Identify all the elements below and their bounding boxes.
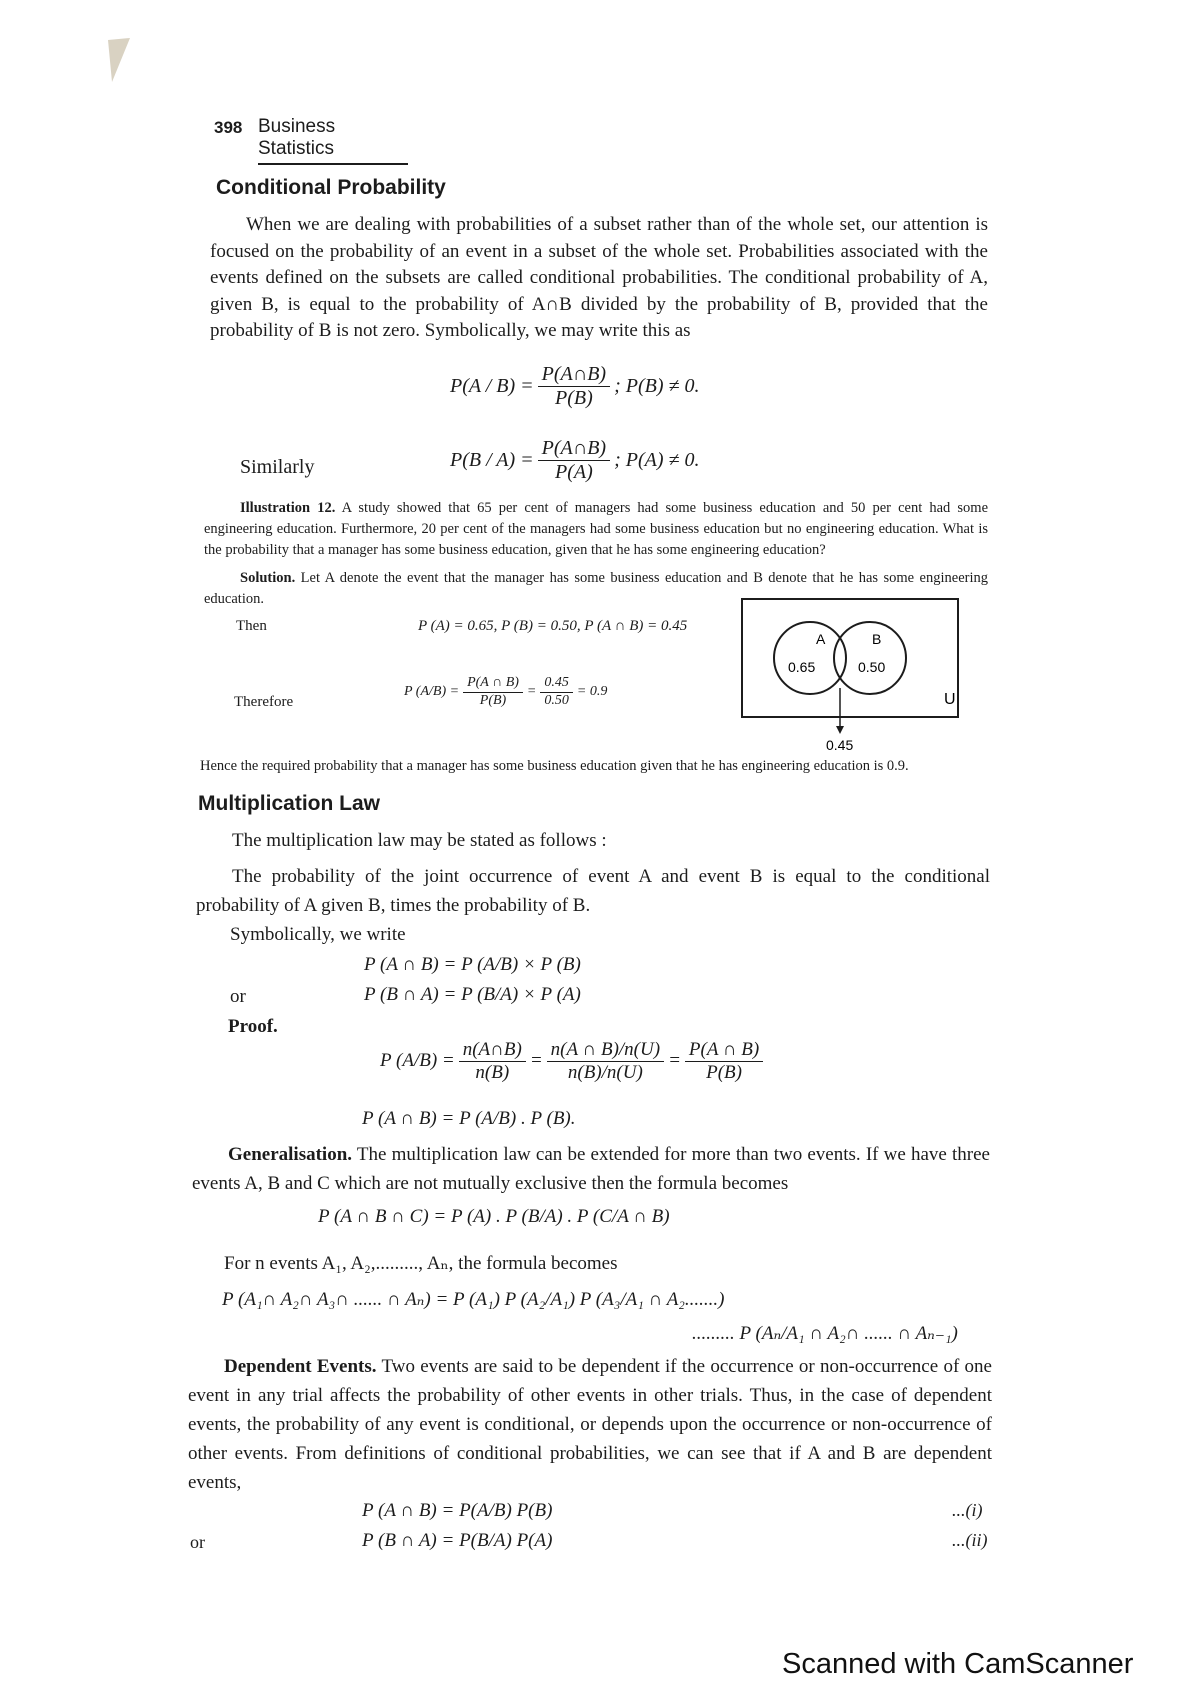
formula-denominator: 0.50 bbox=[544, 692, 569, 708]
generalisation-label: Generalisation. bbox=[228, 1144, 353, 1165]
formula-conditional-a bbox=[450, 364, 699, 409]
section-heading: Multiplication Law bbox=[198, 792, 380, 815]
formula-numerator: P(A∩B) bbox=[538, 364, 610, 387]
solution-label: Solution. bbox=[240, 570, 296, 586]
set-b-circle bbox=[834, 622, 906, 694]
hence-line: Hence the required probability that a manager has some business education given that he has engineering education is 0.9. bbox=[200, 758, 909, 774]
generalisation-text: The multiplication law can be extended for more than two events. If we have three events A, B and C which are not mutually exclusive then the formula becomes bbox=[192, 1144, 990, 1194]
formula-condition: ; P(A) ≠ 0. bbox=[614, 449, 700, 471]
formula-denominator: n(B) bbox=[475, 1061, 510, 1083]
or-label: or bbox=[190, 1532, 205, 1552]
set-a-circle bbox=[774, 622, 846, 694]
n-event-formula-line1: P (A₁∩ A₂∩ A₃∩ ...... ∩ Aₙ) = P (A₁) P (A₂/A₁) P (A₃/A₁ ∩ A₂.......) bbox=[222, 1289, 725, 1310]
formula-numerator: n(A ∩ B)/n(U) bbox=[547, 1040, 664, 1062]
generalisation-block bbox=[192, 1140, 990, 1198]
venn-universe-label: U bbox=[944, 691, 956, 708]
formula-numerator: P(A∩B) bbox=[538, 438, 610, 461]
formula-numerator: P(A ∩ B) bbox=[463, 676, 523, 693]
dependent-events-text: Two events are said to be dependent if the occurrence or non-occurrence of one event in any trial affects the probability of other events in other trials. Thus, in the case of dependent events, the probability of any event is conditional, or depends upon the occurrence or non-occurrence of other events. From definitions of conditional probabilities, we can see that if A and B are dependent events, bbox=[188, 1356, 992, 1493]
therefore-formula: P (A/B) = $\frac{P(A \cap B)}{P(B)}$ = $\frac{0.45}{0.50}$ = 0.9 bbox=[404, 675, 608, 708]
formula-numerator: 0.45 bbox=[540, 676, 573, 693]
venn-diagram bbox=[740, 596, 970, 756]
camscanner-watermark: Scanned with CamScanner bbox=[782, 1648, 1134, 1680]
illustration-text: A study showed that 65 per cent of managers had some business education and 50 per cent had some engineering education. Furthermore, 20 per cent of the managers had some business education but no engineering education. What is the probability that a manager has some business education, given that he has some engineering education? bbox=[204, 500, 988, 558]
formula-lhs: P(A / B) = bbox=[450, 375, 534, 397]
venn-label-a: A bbox=[816, 631, 826, 647]
illustration-label: Illustration 12. bbox=[240, 500, 336, 516]
formula-denominator: P(B) bbox=[706, 1061, 742, 1083]
formula-lhs: P (A/B) = bbox=[380, 1050, 455, 1072]
illustration-block bbox=[204, 498, 988, 561]
formula-fraction bbox=[459, 1040, 526, 1083]
dependent-eq2-tag: ...(ii) bbox=[952, 1530, 988, 1550]
therefore-label: Therefore bbox=[234, 694, 294, 710]
formula-fraction bbox=[538, 438, 610, 483]
multiplication-intro: The multiplication law may be stated as follows : bbox=[232, 830, 607, 851]
dependent-eq1-tag: ...(i) bbox=[952, 1500, 983, 1520]
formula-denominator: P(B) bbox=[555, 387, 593, 409]
solution-text: Let A denote the event that the manager has some business education and B denote that he has some engineering education. bbox=[204, 570, 988, 607]
formula-denominator: P(A) bbox=[555, 461, 593, 483]
venn-label-b: B bbox=[872, 631, 882, 647]
formula-condition: ; P(B) ≠ 0. bbox=[614, 375, 700, 397]
proof-result: P (A ∩ B) = P (A/B) . P (B). bbox=[362, 1108, 576, 1129]
formula-numerator: n(A∩B) bbox=[459, 1040, 526, 1062]
formula-fraction bbox=[540, 676, 573, 708]
formula-conditional-b bbox=[450, 438, 699, 483]
venn-intersection-value: 0.45 bbox=[826, 737, 854, 753]
formula-fraction bbox=[538, 364, 610, 409]
formula-denominator: P(B) bbox=[479, 692, 507, 708]
conditional-intro bbox=[210, 212, 988, 345]
dependent-events-block bbox=[188, 1352, 992, 1497]
formula-fraction bbox=[547, 1040, 664, 1083]
multiplication-eq1: P (A ∩ B) = P (A/B) × P (B) bbox=[364, 954, 581, 975]
running-head: Business Statistics bbox=[258, 116, 408, 165]
dependent-eq1: P (A ∩ B) = P(A/B) P(B) bbox=[362, 1500, 553, 1521]
then-label: Then bbox=[236, 618, 267, 634]
venn-value-a: 0.65 bbox=[788, 659, 816, 675]
dependent-events-label: Dependent Events. bbox=[224, 1356, 377, 1377]
multiplication-eq2: P (B ∩ A) = P (B/A) × P (A) bbox=[364, 984, 581, 1005]
formula-result: = 0.9 bbox=[576, 684, 608, 700]
n-event-formula-line2: ......... P (Aₙ/A₁ ∩ A₂∩ ...... ∩ Aₙ₋₁) bbox=[692, 1323, 958, 1344]
proof-label: Proof. bbox=[228, 1016, 278, 1037]
scan-mark bbox=[104, 36, 134, 86]
section-heading: Conditional Probability bbox=[216, 176, 446, 199]
n-events-text: For n events A₁, A₂,........., Aₙ, the formula becomes bbox=[224, 1253, 618, 1274]
given-values: P (A) = 0.65, P (B) = 0.50, P (A ∩ B) = 0.45 bbox=[418, 618, 688, 634]
formula-denominator: n(B)/n(U) bbox=[567, 1061, 643, 1083]
page-number: 398 bbox=[214, 118, 243, 137]
multiplication-statement bbox=[196, 862, 990, 920]
formula-numerator: P(A ∩ B) bbox=[685, 1040, 763, 1062]
venn-value-b: 0.50 bbox=[858, 659, 886, 675]
multiplication-statement-text: The probability of the joint occurrence of event A and event B is equal to the conditional probability of A given B, times the probability of B. bbox=[196, 866, 990, 916]
formula-fraction bbox=[685, 1040, 763, 1083]
symbolically-text: Symbolically, we write bbox=[230, 924, 406, 945]
formula-fraction bbox=[463, 676, 523, 708]
similarly-label: Similarly bbox=[240, 456, 315, 478]
pointer-arrowhead bbox=[836, 726, 844, 734]
formula-lhs: P(B / A) = bbox=[450, 449, 534, 471]
three-event-formula: P (A ∩ B ∩ C) = P (A) . P (B/A) . P (C/A ∩ B) bbox=[318, 1206, 670, 1227]
formula-lhs: P (A/B) = bbox=[404, 684, 460, 700]
dependent-eq2: P (B ∩ A) = P(B/A) P(A) bbox=[362, 1530, 553, 1551]
or-label: or bbox=[230, 986, 246, 1007]
proof-formula: P (A/B) = $\frac{n(A\cap B)}{n(B)}$ = $\frac{n(A \cap B)/n(U)}{n(B)/n(U)}$ = $\frac{P(A \cap B)}{P(B)}$ bbox=[380, 1040, 767, 1083]
conditional-intro-text: When we are dealing with probabilities of a subset rather than of the whole set, our attention is focused on the probability of an event in a subset of the whole set. Probabilities associated with the events defined on the subsets are called conditional probabilities. The conditional probability of A, given B, is equal to the probability of A∩B divided by the probability of B, provided that the probability of B is not zero. Symbolically, we may write this as bbox=[210, 214, 988, 341]
